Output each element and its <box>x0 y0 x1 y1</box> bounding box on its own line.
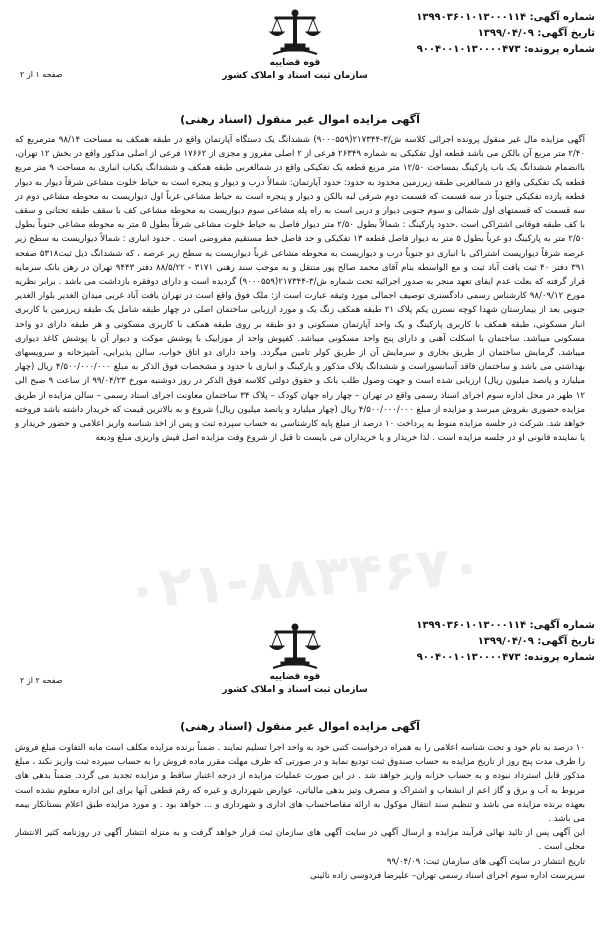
watermark-text: ۰۲۱-۸۸۳۴۶۷۰ <box>123 532 486 622</box>
body-paragraph: این آگهی پس از تائید نهائی فرآیند مزایده و ارسال آگهی در سایت آگهی های سازمان ثبت قرار خواهد گرفت و به منزله انتشار آگهی در روزنامه کثیر الانتشار محلی است . <box>15 828 585 853</box>
page-number: صفحه ۱ از ۲ <box>20 70 63 79</box>
notice-title: آگهی مزایده اموال غیر منقول (اسناد رهنی) <box>180 720 420 733</box>
notice-number-value: ۱۳۹۹۰۳۶۰۱۰۱۳۰۰۰۱۱۴ <box>416 12 527 23</box>
org-name: قوه قضاییه <box>269 672 321 682</box>
case-number-label: شماره پرونده: <box>523 652 595 663</box>
case-number-row <box>345 42 595 58</box>
page-number: صفحه ۲ از ۲ <box>20 676 63 685</box>
case-number-value: ۹۰۰۴۰۰۱۰۱۳۰۰۰۰۴۷۳ <box>416 652 521 663</box>
case-number-value: ۹۰۰۴۰۰۱۰۱۳۰۰۰۰۴۷۳ <box>416 44 521 55</box>
notice-date-value: ۱۳۹۹/۰۴/۰۹ <box>477 28 534 39</box>
org-name: قوه قضاییه <box>269 58 321 68</box>
notice-header <box>345 618 595 666</box>
notice-body <box>15 741 585 923</box>
notice-header <box>345 10 595 58</box>
publish-date-line: تاریخ انتشار در سایت آگهی های سازمان ثبت: ۹۹/۰۴/۰۹ <box>386 856 585 867</box>
case-number-row <box>345 650 595 666</box>
org-subtitle: سازمان ثبت اسناد و املاک کشور <box>222 685 368 695</box>
notice-body <box>15 133 585 603</box>
notice-date-label: تاریخ آگهی: <box>537 28 595 39</box>
notice-date-row <box>345 26 595 42</box>
notice-number-label: شماره آگهی: <box>529 12 595 23</box>
scales-of-justice-icon <box>267 8 323 58</box>
notice-sheet-2 <box>0 612 600 926</box>
signature-line: سرپرست اداره سوم اجرای اسناد رسمی تهران– علیرضا فردوسی زاده نائینی <box>309 870 585 881</box>
notice-date-row <box>345 634 595 650</box>
body-paragraph: آگهی مزایده مال غیر منقول پرونده اجرائی کلاسه ش/۳-۲۱۷۳۴۴(۹۰۰۰۵۵۹) ششدانگ یک دستگاه آپارتمان واقع در طبقه همکف به مساحت ۹۸/۱۴ مترمربع که ۲/۴۰ متر مربع آن بالکن می باشد قطعه اول تفکیکی به شماره ۲۶۳۴۹ فرعی از ۲ اصلی مفروز و مجزی از ۱۷۶۶۲ فرعی از اصلی مذکور واقع در بخش ۱۲ تهران، باانضمام ششدانگ یک باب پارکینگ بمساحت ۱۲/۵۰ متر مربع قطعه یک تفکیکی واقع در شمالغربی طبقه همکف و ششدانگ یکباب انباری به مساحت ۹ متر مربع قطعه یک تفکیکی واقع در شمالغربی طبقه زیرزمین محدود به حدود: حدود آپارتمان: شمالاً درب و دیوار و پنجره است به حیاط خلوت مشاعی شرقاً دیوار به دیوار قطعه یازده تفکیکی جنوباً در سه قسمت که قسمت دوم شرقی لبه بالکن و دیوار و پنجره است به حیاط مشاعی غرباً اول دیواریست به محوطه مشاعی دوم در سه قسمت که قسمتهای اول شمالی و سوم جنوبی دیوار و دربی است به راه پله مشاعی سوم دیواریست به محوطه مشاعی کف با سقف طبقه تحتانی و سقف با کف طبقه فوقانی اشتراکی است .حدود پارکینگ : شمالاً بطول ۲/۵۰ متر دیوار فاصل به حیاط خلوت مشاعی شرقاً بطول ۵ متر به محوطه مشاعی جنوباً بطول ۲/۵۰ متر به پارکینگ دو غرباً بطول ۵ متر به دیوار فاصل قطعه ۱۳ تفکیکی و حد فاصل خط مستقیم مفروضی است . حدود انباری : شمالاً دیواریست به سطح زیر عرصه شرقاً دیواریست اشتراکی با انباری دو جنوباً درب و دیواریست به محوطه مشاعی غرباً دیواریست به سطح زیر عرصه ، که ششدانگ ذیل ثبت۵۳۱۸ صفحه ۳۹۱ دفتر ۴۰ ثبت یافت آباد ثبت و مع الواسطه بنام آقای محمد صالح پور منتقل و به موجب سند رهنی ۳۱۷۱ - ۸۸/۵/۲۲ دفتر ۹۴۴۳ تهران در رهن بانک سرمایه قرار گرفته که بعلت عدم ایفای تعهد منجر به صدور اجرائیه تحت شماره ش/۳-۲۱۷۳۴۴(۹۰۰۰۵۵۹) گردیده است و دارای دوفقره بازداشت می باشد . برابر نظریه مورخ ۹۸/۰۹/۱۲ کارشناس رسمی دادگستری توصیف اجمالی مورد وثیقه عبارت است از: ملک فوق واقع است در تهران یافت آباد غربی میدان الغدیر بلوار الغدیر جنوبی بعد از بیمارستان شهدا کوچه نسترن یکم پلاک ۲۱ طبقه همکف زنگ یک و مورد ارزیابی ساختمان اصلی در چهار طبقه شامل یک طبقه زیرزمین با کاربری انبار مسکونی، طبقه همکف با کاربری پارکینگ و یک واحد آپارتمان مسکونی و دو طبقه بر روی طبقه همکف با کاربری مسکونی و هر طبقه دارای دو واحد مسکونی میباشد. ساختمان با اسکلت آهنی و دارای پنج واحد مسکونی میباشد. کفپوش واحد از موزاییک با پوشش موکت و دیوار آن با پوشش کاغذ دیواری میباشد. گرمایش ساختمان از طریق بخاری و سرمایش آن از طریق کولر تامین میگردد. واحد دارای دو اتاق خواب، سالن پذیرایی، آشپزخانه و سرویسهای بهداشتی می باشد و ساختمان فاقد آسانسوراست و ششدانگ پلاک مذکور و پارکینگ و انباری با حدود و مشخصات فوق الذکر به مبلغ ۴/۵۰۰/۰۰۰/۰۰۰ ریال (چهار میلیارد و پانصد میلیون ریال) ارزیابی شده است و جهت وصول طلب بانک و حقوق دولتی کلاسه فوق الذکر در روز دوشنبه مورخ ۹۹/۰۴/۲۳ از ساعت ۹ صبح الی ۱۲ ظهر در محل اداره سوم اجرای اسناد رسمی واقع در تهران – چهار راه جهان کودک – پلاک ۳۴ ساختمان معاونت اجرای اسناد رسمی – سالن مزایده از طریق مزایده حضوری بفروش میرسد و مزایده از مبلغ ۴/۵۰۰/۰۰۰/۰۰۰ ریال (چهار میلیارد و پانصد میلیون ریال) شروع و به بالاترین قیمت که خریدار داشته باشد فروخته خواهد شد. شرکت در جلسه مزایده منوط به پرداخت ۱۰ درصد از مبلغ پایه کارشناسی به حساب سپرده ثبت و پس از اخذ شناسه واریز اعلامی و حضور خریدار و یا نماینده قانونی او در جلسه مزایده است . لذا خریدار و یا خریداران می بایست تا قبل از شروع وقت مزایده اصل فیش واریزی مبلغ ودیعه <box>15 135 585 444</box>
notice-number-label: شماره آگهی: <box>529 620 595 631</box>
judiciary-emblem <box>210 8 380 82</box>
notice-date-label: تاریخ آگهی: <box>537 636 595 647</box>
notice-number-value: ۱۳۹۹۰۳۶۰۱۰۱۳۰۰۰۱۱۴ <box>416 620 527 631</box>
org-subtitle: سازمان ثبت اسناد و املاک کشور <box>222 71 368 81</box>
notice-title: آگهی مزایده اموال غیر منقول (اسناد رهنی) <box>180 113 420 126</box>
notice-date-value: ۱۳۹۹/۰۴/۰۹ <box>477 636 534 647</box>
notice-number-row <box>345 10 595 26</box>
notice-number-row <box>345 618 595 634</box>
case-number-label: شماره پرونده: <box>523 44 595 55</box>
scales-of-justice-icon <box>267 622 323 672</box>
body-paragraph: ۱۰ درصد به نام خود و تحت شناسه اعلامی را به همراه درخواست کتبی خود به واحد اجرا تسلیم نمایند . ضمناً برنده مزایده مکلف است مابه التفاوت مبلغ فروش را ظرف مدت پنج روز از تاریخ مزایده به حساب صندوق ثبت تودیع نماید و در صورتی که ظرف مهلت مقرر ماده فروش را به حساب سپرده ثبت واریز نکند ، مبلغ مذکور قابل استرداد نبوده و به حساب خزانه واریز خواهد شد . در این صورت عملیات مزایده از درجه اعتبار ساقط و مزایده تجدید می گردد. ضمناً بدهی های مربوط به آب و برق و گاز اعم از انشعاب و اشتراک و مصرف وتیز بدهی مالیاتی، عوارض شهرداری و غیره که رقم قطعی آنها برای این اداره معلوم نشده است بعهده برنده مزایده می باشد و تنظیم سند انتقال موکول به ارائه مفاصاحساب های اداری و شهرداری و ... خواهد بود . و مورد مزایده طبق اعلام بستانکار بیمه می باشد . <box>15 743 585 825</box>
judiciary-emblem <box>210 622 380 696</box>
